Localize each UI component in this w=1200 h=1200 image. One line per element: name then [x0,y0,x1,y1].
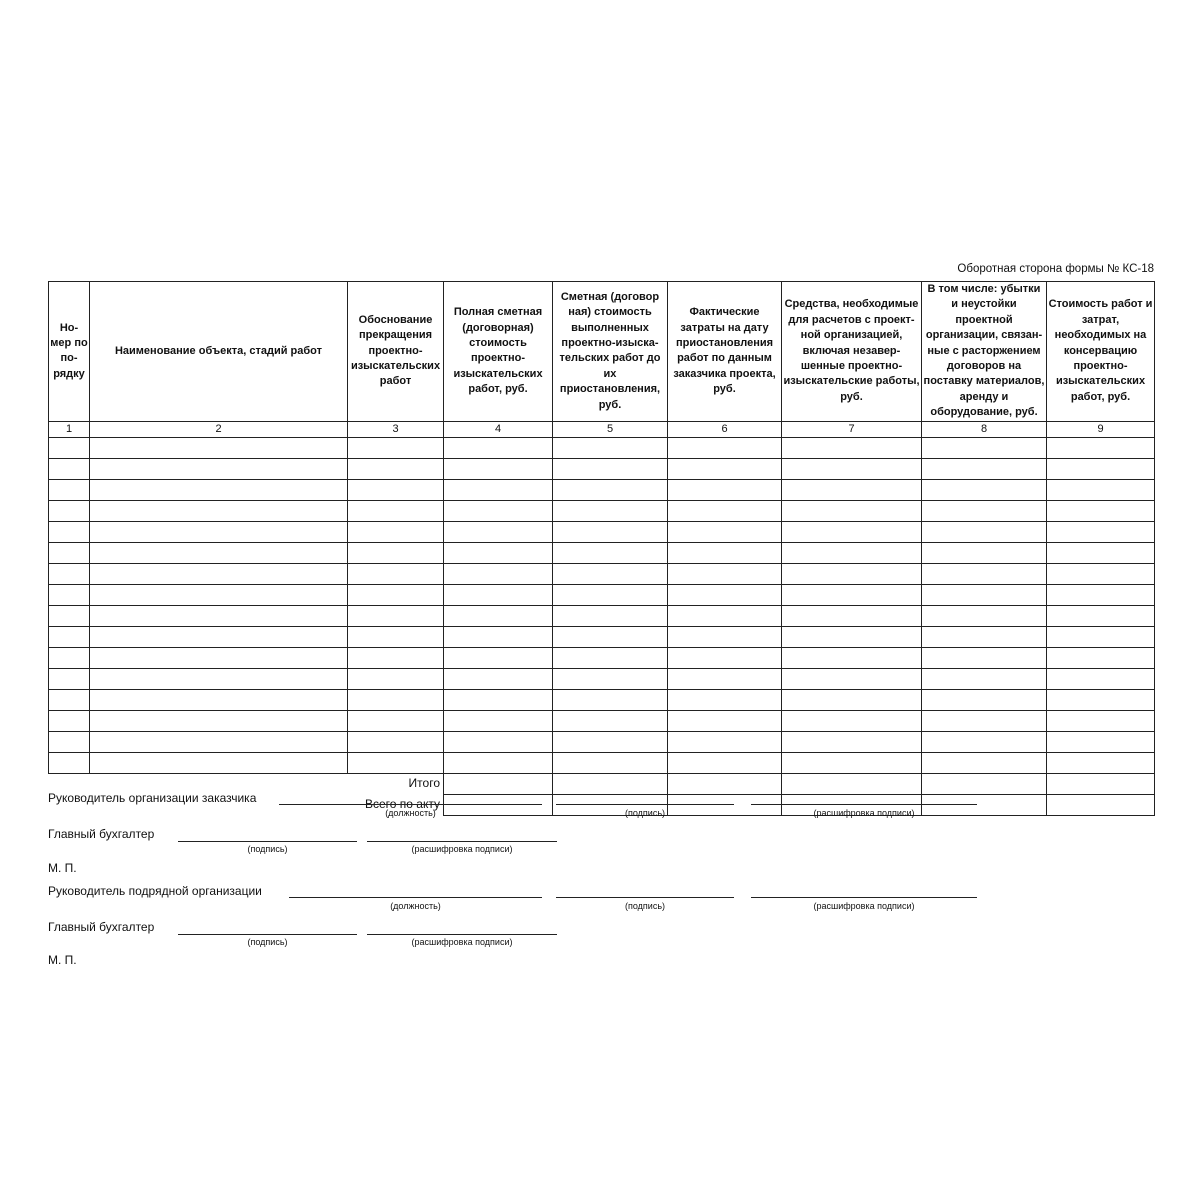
table-cell[interactable] [49,710,90,731]
table-cell[interactable] [553,542,668,563]
contractor-seal-label: М. П. [48,953,77,967]
table-cell[interactable] [90,542,348,563]
table-cell[interactable] [444,458,553,479]
table-cell[interactable] [922,626,1047,647]
table-cell[interactable] [668,647,782,668]
table-cell[interactable] [782,584,922,605]
table-cell[interactable] [553,626,668,647]
table-cell[interactable] [444,647,553,668]
table-cell[interactable] [444,668,553,689]
col-number: 5 [553,421,668,437]
table-cell[interactable] [553,500,668,521]
table-cell[interactable] [1047,458,1155,479]
table-cell[interactable] [1047,500,1155,521]
table-cell[interactable] [553,710,668,731]
header-col-6: Фактические затраты на дату приостановления работ по данным заказчика проекта, руб. [668,282,782,422]
col-number: 9 [1047,421,1155,437]
header-col-1: Но-мер по по-рядку [49,282,90,422]
table-cell[interactable] [668,584,782,605]
table-row [49,521,1155,542]
table-cell[interactable] [782,458,922,479]
table-cell[interactable] [90,626,348,647]
table-cell[interactable] [1047,668,1155,689]
table-cell[interactable] [49,605,90,626]
table-row [49,710,1155,731]
table-cell[interactable] [348,668,444,689]
table-cell[interactable] [1047,773,1155,794]
contractor-accountant-signature-line[interactable] [178,934,357,935]
table-cell[interactable] [348,479,444,500]
table-cell[interactable] [348,458,444,479]
table-cell[interactable] [1047,542,1155,563]
table-cell[interactable] [444,563,553,584]
table-cell[interactable] [444,626,553,647]
table-cell[interactable] [49,689,90,710]
table-cell[interactable] [782,710,922,731]
table-cell[interactable] [348,521,444,542]
table-row [49,584,1155,605]
table-cell[interactable] [348,689,444,710]
table-cell[interactable] [1047,752,1155,773]
table-cell[interactable] [348,626,444,647]
table-cell[interactable] [348,647,444,668]
table-cell[interactable] [922,773,1047,794]
customer-accountant-label: Главный бухгалтер [48,827,155,841]
table-cell[interactable] [922,584,1047,605]
table-row [49,668,1155,689]
table-row [49,689,1155,710]
table-cell[interactable] [553,605,668,626]
table-cell[interactable] [444,584,553,605]
table-cell[interactable] [922,563,1047,584]
table-cell[interactable] [1047,731,1155,752]
table-cell[interactable] [444,710,553,731]
table-row [49,479,1155,500]
table-cell[interactable] [782,773,922,794]
table-cell[interactable] [668,542,782,563]
table-cell[interactable] [782,605,922,626]
col-number: 6 [668,421,782,437]
table-cell[interactable] [922,731,1047,752]
caption-decoding: (расшифровка подписи) [411,937,513,947]
table-row [49,563,1155,584]
col-number: 2 [90,421,348,437]
caption-signature: (подпись) [624,808,666,818]
table-cell[interactable] [49,626,90,647]
customer-signature-line[interactable] [556,804,734,805]
table-cell[interactable] [1047,521,1155,542]
table-cell[interactable] [1047,584,1155,605]
caption-decoding: (расшифровка подписи) [813,901,915,911]
table-cell[interactable] [444,542,553,563]
table-row [49,437,1155,458]
table-cell[interactable] [90,605,348,626]
table-cell[interactable] [444,773,553,794]
caption-signature: (подпись) [247,937,288,947]
table-row [49,500,1155,521]
header-col-4: Полная сметная (договорная) стоимость проектно-изыскательских работ, руб. [444,282,553,422]
table-cell[interactable] [348,605,444,626]
table-cell[interactable] [922,500,1047,521]
table-cell[interactable] [1047,605,1155,626]
customer-decoding-line[interactable] [751,804,977,805]
table-cell[interactable] [90,563,348,584]
table-cell[interactable] [922,710,1047,731]
table-row [49,752,1155,773]
table-cell[interactable] [553,731,668,752]
table-cell[interactable] [782,668,922,689]
table-cell[interactable] [444,731,553,752]
caption-signature: (подпись) [624,901,666,911]
header-col-5: Сметная (договор ная) стоимость выполненных проектно-изыска-тельских работ до их приостановления, руб. [553,282,668,422]
table-cell[interactable] [1047,626,1155,647]
table-row [49,458,1155,479]
table-cell[interactable] [782,647,922,668]
header-col-9: Стоимость работ и затрат, необходимых на консервацию проектно-изыскательских работ, руб. [1047,282,1155,422]
table-cell[interactable] [922,605,1047,626]
table-cell[interactable] [49,668,90,689]
act-table [48,281,1155,816]
table-cell[interactable] [444,479,553,500]
table-cell[interactable] [49,479,90,500]
table-cell[interactable] [782,521,922,542]
customer-accountant-decoding-line[interactable] [367,841,557,842]
header-col-8: В том числе: убытки и неустойки проектной организации, связан-ные с расторжением договоров на поставку материалов, аренду и оборудование, руб. [922,282,1047,422]
table-cell[interactable] [49,521,90,542]
table-cell[interactable] [90,437,348,458]
table-cell[interactable] [922,752,1047,773]
table-cell[interactable] [782,563,922,584]
grand-total-label: Всего по акту [348,794,444,815]
table-cell[interactable] [1047,689,1155,710]
table-cell[interactable] [49,731,90,752]
table-cell[interactable] [1047,563,1155,584]
table-cell[interactable] [90,521,348,542]
table-cell[interactable] [90,647,348,668]
customer-seal-label: М. П. [48,861,77,875]
table-cell[interactable] [668,605,782,626]
table-cell[interactable] [1047,794,1155,815]
table-cell[interactable] [90,731,348,752]
table-cell[interactable] [668,773,782,794]
caption-position: (должность) [390,901,441,911]
table-cell[interactable] [922,437,1047,458]
caption-signature: (подпись) [247,844,288,854]
table-cell[interactable] [782,731,922,752]
table-cell[interactable] [348,584,444,605]
table-cell[interactable] [348,500,444,521]
customer-position-line[interactable] [279,804,542,805]
table-cell[interactable] [444,521,553,542]
caption-position: (должность) [385,808,436,818]
customer-head-label: Руководитель организации заказчика [48,791,257,805]
contractor-decoding-line[interactable] [751,897,977,898]
table-cell[interactable] [348,542,444,563]
table-cell[interactable] [553,752,668,773]
table-cell[interactable] [782,626,922,647]
table-cell[interactable] [553,479,668,500]
table-cell[interactable] [444,437,553,458]
column-number-row [49,421,1155,437]
table-cell[interactable] [90,458,348,479]
table-cell[interactable] [922,647,1047,668]
table-cell[interactable] [782,689,922,710]
table-cell[interactable] [922,521,1047,542]
table-cell[interactable] [444,752,553,773]
table-cell[interactable] [1047,710,1155,731]
table-cell[interactable] [90,710,348,731]
table-row [49,647,1155,668]
table-cell[interactable] [348,563,444,584]
table-cell[interactable] [49,500,90,521]
customer-accountant-signature-line[interactable] [178,841,357,842]
table-cell[interactable] [1047,437,1155,458]
table-cell[interactable] [348,731,444,752]
contractor-accountant-label: Главный бухгалтер [48,920,155,934]
table-cell[interactable] [348,437,444,458]
table-cell[interactable] [668,689,782,710]
col-number: 4 [444,421,553,437]
table-row [49,731,1155,752]
table-cell[interactable] [553,521,668,542]
table-cell[interactable] [922,689,1047,710]
table-cell[interactable] [348,710,444,731]
table-cell[interactable] [90,668,348,689]
table-cell[interactable] [922,479,1047,500]
contractor-accountant-decoding-line[interactable] [367,934,557,935]
caption-decoding: (расшифровка подписи) [813,808,915,818]
table-cell[interactable] [553,689,668,710]
table-cell[interactable] [668,521,782,542]
table-cell[interactable] [49,437,90,458]
col-number: 3 [348,421,444,437]
table-cell[interactable] [668,752,782,773]
table-cell[interactable] [782,500,922,521]
table-cell[interactable] [553,458,668,479]
contractor-position-line[interactable] [289,897,542,898]
table-cell[interactable] [922,542,1047,563]
total-label: Итого [348,773,444,794]
table-cell[interactable] [90,479,348,500]
table-cell[interactable] [782,542,922,563]
table-cell[interactable] [668,668,782,689]
table-cell[interactable] [348,752,444,773]
table-cell[interactable] [90,752,348,773]
table-cell[interactable] [444,500,553,521]
col-number: 7 [782,421,922,437]
table-cell[interactable] [668,731,782,752]
table-cell[interactable] [782,752,922,773]
table-cell[interactable] [444,605,553,626]
table-cell[interactable] [553,437,668,458]
col-number: 1 [49,421,90,437]
table-cell[interactable] [90,584,348,605]
table-cell[interactable] [553,668,668,689]
table-cell[interactable] [668,626,782,647]
table-cell[interactable] [90,689,348,710]
table-row [49,626,1155,647]
table-cell[interactable] [49,647,90,668]
table-cell[interactable] [922,668,1047,689]
table-cell[interactable] [444,689,553,710]
table-cell[interactable] [553,647,668,668]
table-row [49,605,1155,626]
table-cell[interactable] [668,479,782,500]
table-cell[interactable] [782,479,922,500]
col-number: 8 [922,421,1047,437]
table-cell[interactable] [668,458,782,479]
contractor-head-label: Руководитель подрядной организации [48,884,262,898]
table-cell[interactable] [49,563,90,584]
table-cell[interactable] [553,563,668,584]
table-row [49,542,1155,563]
table-cell[interactable] [553,584,668,605]
contractor-signature-line[interactable] [556,897,734,898]
table-cell[interactable] [668,437,782,458]
header-col-3: Обоснование прекращения проектно-изыскательских работ [348,282,444,422]
table-cell[interactable] [1047,479,1155,500]
table-cell[interactable] [49,752,90,773]
table-cell[interactable] [668,710,782,731]
header-col-2: Наименование объекта, стадий работ [90,282,348,422]
table-cell[interactable] [782,437,922,458]
caption-decoding: (расшифровка подписи) [411,844,513,854]
table-cell[interactable] [668,500,782,521]
table-cell[interactable] [668,563,782,584]
table-cell[interactable] [49,458,90,479]
table-cell[interactable] [922,458,1047,479]
header-row [49,282,1155,422]
table-cell[interactable] [49,584,90,605]
table-cell[interactable] [553,773,668,794]
table-cell[interactable] [49,542,90,563]
table-cell[interactable] [1047,647,1155,668]
form-caption: Оборотная сторона формы № КС-18 [957,263,1154,275]
table-cell[interactable] [90,500,348,521]
header-col-7: Средства, необходимые для расчетов с проект-ной организацией, включая незавер-шенные проектно-изыскательские работы, руб. [782,282,922,422]
